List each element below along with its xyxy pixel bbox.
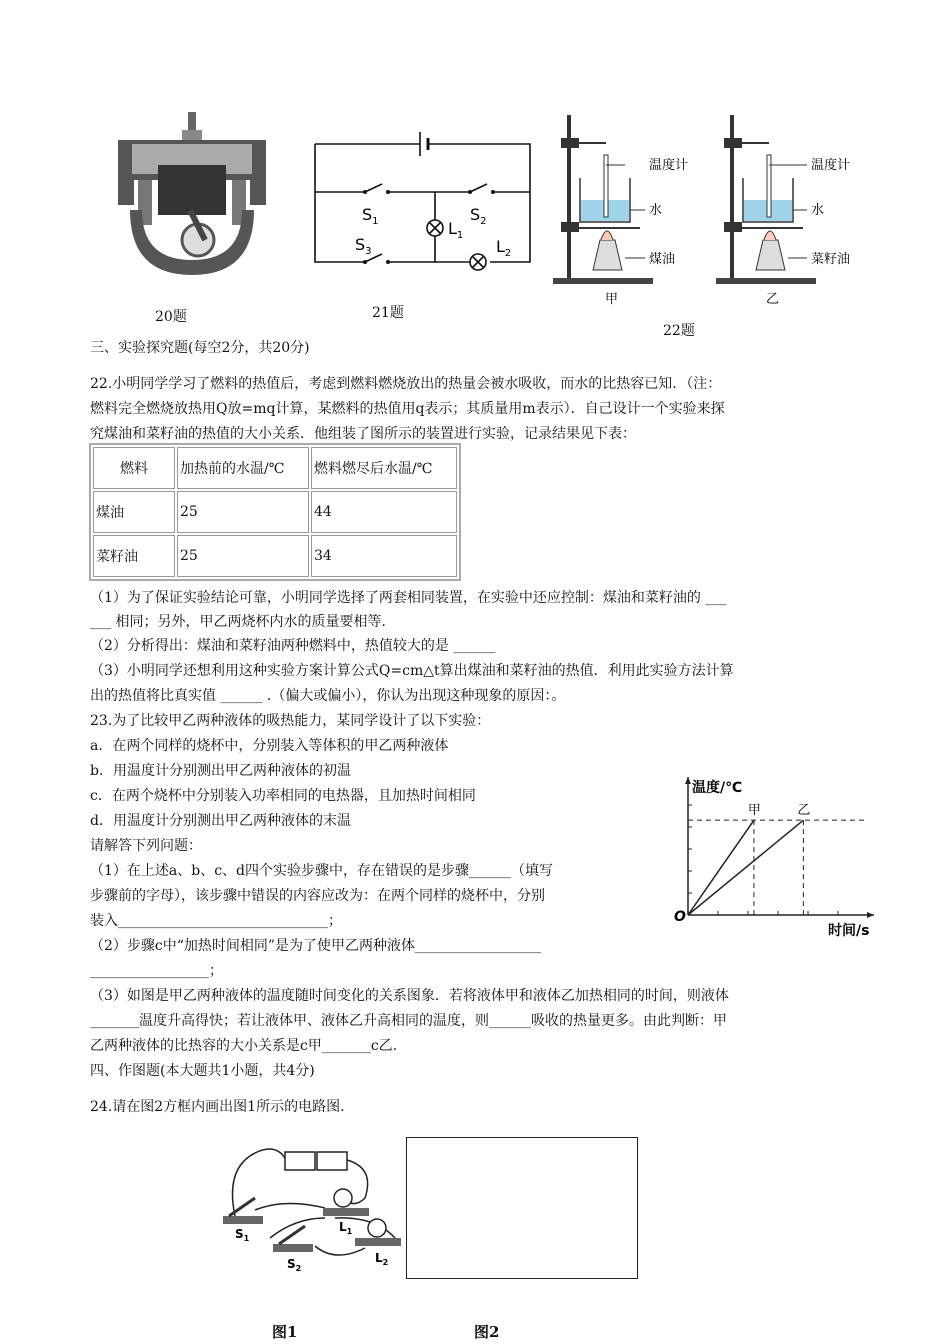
q23-p2-a: （2）步骤c中“加热时间相同”是为了使甲乙两种液体__________________ <box>90 938 542 954</box>
q24-label-l1: $L_1$ <box>339 1220 353 1236</box>
label-thermometer-2: 温度计 <box>811 158 851 173</box>
origin-label: O <box>674 909 686 925</box>
table-header: 燃料燃尽后水温/℃ <box>311 447 457 489</box>
figure-22-caption: 22题 <box>663 323 695 339</box>
q23-p3-b: _______温度升高得快；若让液体甲、液体乙升高相同的温度，则______吸收的热量更多。由此判断：甲 <box>90 1013 727 1029</box>
table-row <box>93 491 457 533</box>
label-s2: $S_2$ <box>470 205 487 227</box>
q22-p1-a: （1）为了保证实验结论可靠，小明同学选择了两套相同装置，在实验中还应控制：煤油和菜籽油的 ___ <box>90 590 727 606</box>
q24-answer-box[interactable] <box>406 1137 638 1279</box>
table-cell: 煤油 <box>93 491 175 533</box>
x-axis-label: 时间/s <box>828 923 870 939</box>
table-row <box>93 535 457 577</box>
q22-p3-a: （3）小明同学还想利用这种实验方案计算公式Q=cm△t算出煤油和菜籽油的热值．利用此实验方法计算 <box>90 663 734 679</box>
q23-temperature-chart <box>660 770 875 940</box>
q24-figure-2-caption: 图2 <box>474 1323 500 1341</box>
q23-prompt: 请解答下列问题： <box>90 838 202 854</box>
label-water-2: 水 <box>811 203 825 218</box>
q22-text-2: 燃料完全燃烧放热用Q放=mq计算，某燃料的热值用q表示；其质量用m表示）．自己设计一个实验来探 <box>90 401 725 417</box>
q24-label-s1: $S_1$ <box>235 1227 250 1243</box>
table-cell: 44 <box>311 491 457 533</box>
q24-label-s2: $S_2$ <box>287 1257 302 1273</box>
label-jia: 甲 <box>605 292 619 307</box>
y-axis-label: 温度/℃ <box>692 780 743 796</box>
q23-step-b: b．用温度计分别测出甲乙两种液体的初温 <box>90 763 351 779</box>
q23-p2-b: _________________； <box>90 963 223 979</box>
table-cell: 25 <box>177 535 309 577</box>
q24-figure-1-circuit <box>215 1138 405 1278</box>
x-axis-arrow <box>867 912 874 918</box>
figure-20-engine <box>110 110 275 280</box>
series-label-1: 乙 <box>797 803 811 819</box>
q23-step-c: c．在两个烧杯中分别装入功率相同的电热器，且加热时间相同 <box>90 788 476 804</box>
label-thermometer-1: 温度计 <box>649 158 689 173</box>
q24-label-l2: $L_2$ <box>375 1251 389 1267</box>
q23-title: 23.为了比较甲乙两种液体的吸热能力，某同学设计了以下实验： <box>90 713 491 729</box>
label-rapeseed-oil: 菜籽油 <box>811 252 851 267</box>
q22-text-1: 22.小明同学学习了燃料的热值后，考虑到燃料燃烧放出的热量会被水吸收，而水的比热容已知．（注： <box>90 376 722 392</box>
q23-step-a: a．在两个同样的烧杯中，分别装入等体积的甲乙两种液体 <box>90 738 449 754</box>
table-header: 加热前的水温/℃ <box>177 447 309 489</box>
section-3-title: 三、实验探究题(每空2分，共20分) <box>90 340 310 356</box>
q22-p3-b: 出的热值将比真实值 ______ .（偏大或偏小），你认为出现这种现象的原因：。 <box>90 688 566 704</box>
section-4-title: 四、作图题(本大题共1小题，共4分) <box>90 1063 315 1079</box>
series-line-0 <box>688 820 754 915</box>
q24-figure-1-caption: 图1 <box>272 1323 298 1341</box>
table-cell: 25 <box>177 491 309 533</box>
label-s3: $S_3$ <box>355 235 372 257</box>
figure-20-caption: 20题 <box>155 309 187 325</box>
label-yi: 乙 <box>766 292 780 307</box>
table-header: 燃料 <box>93 447 175 489</box>
q22-p1-b: ___ 相同；另外，甲乙两烧杯内水的质量要相等． <box>90 614 396 630</box>
table-header-row <box>93 447 457 489</box>
q22-p2: （2）分析得出：煤油和菜籽油两种燃料中，热值较大的是 ______ <box>90 638 496 654</box>
q23-p3-c: 乙两种液体的比热容的大小关系是c甲_______c乙. <box>90 1038 398 1054</box>
q23-p1-c: 装入______________________________； <box>90 913 342 929</box>
q23-p1-b: 步骤前的字母），该步骤中错误的内容应改为：在两个同样的烧杯中，分别 <box>90 888 545 904</box>
label-l2: $L_2$ <box>496 237 512 259</box>
series-label-0: 甲 <box>747 803 761 819</box>
label-s1: $S_1$ <box>362 205 379 227</box>
q24-text: 24.请在图2方框内画出图1所示的电路图. <box>90 1099 345 1115</box>
figure-21-caption: 21题 <box>372 305 404 321</box>
q22-text-3: 究煤油和菜籽油的热值的大小关系．他组装了图所示的装置进行实验，记录结果见下表： <box>90 426 636 442</box>
label-kerosene: 煤油 <box>649 252 676 267</box>
series-line-1 <box>688 820 803 915</box>
q22-results-table <box>89 443 461 581</box>
q23-step-d: d．用温度计分别测出甲乙两种液体的末温 <box>90 813 351 829</box>
q23-p3-a: （3）如图是甲乙两种液体的温度随时间变化的关系图象．若将液体甲和液体乙加热相同的时间，则液体 <box>90 988 729 1004</box>
y-axis-arrow <box>685 777 691 784</box>
q23-p1-a: （1）在上述a、b、c、d四个实验步骤中，存在错误的是步骤______（填写 <box>90 863 554 879</box>
figure-22-apparatus <box>545 110 875 310</box>
label-water-1: 水 <box>649 203 663 218</box>
table-cell: 菜籽油 <box>93 535 175 577</box>
label-l1: $L_1$ <box>448 219 464 241</box>
figure-21-circuit <box>310 122 535 272</box>
table-cell: 34 <box>311 535 457 577</box>
